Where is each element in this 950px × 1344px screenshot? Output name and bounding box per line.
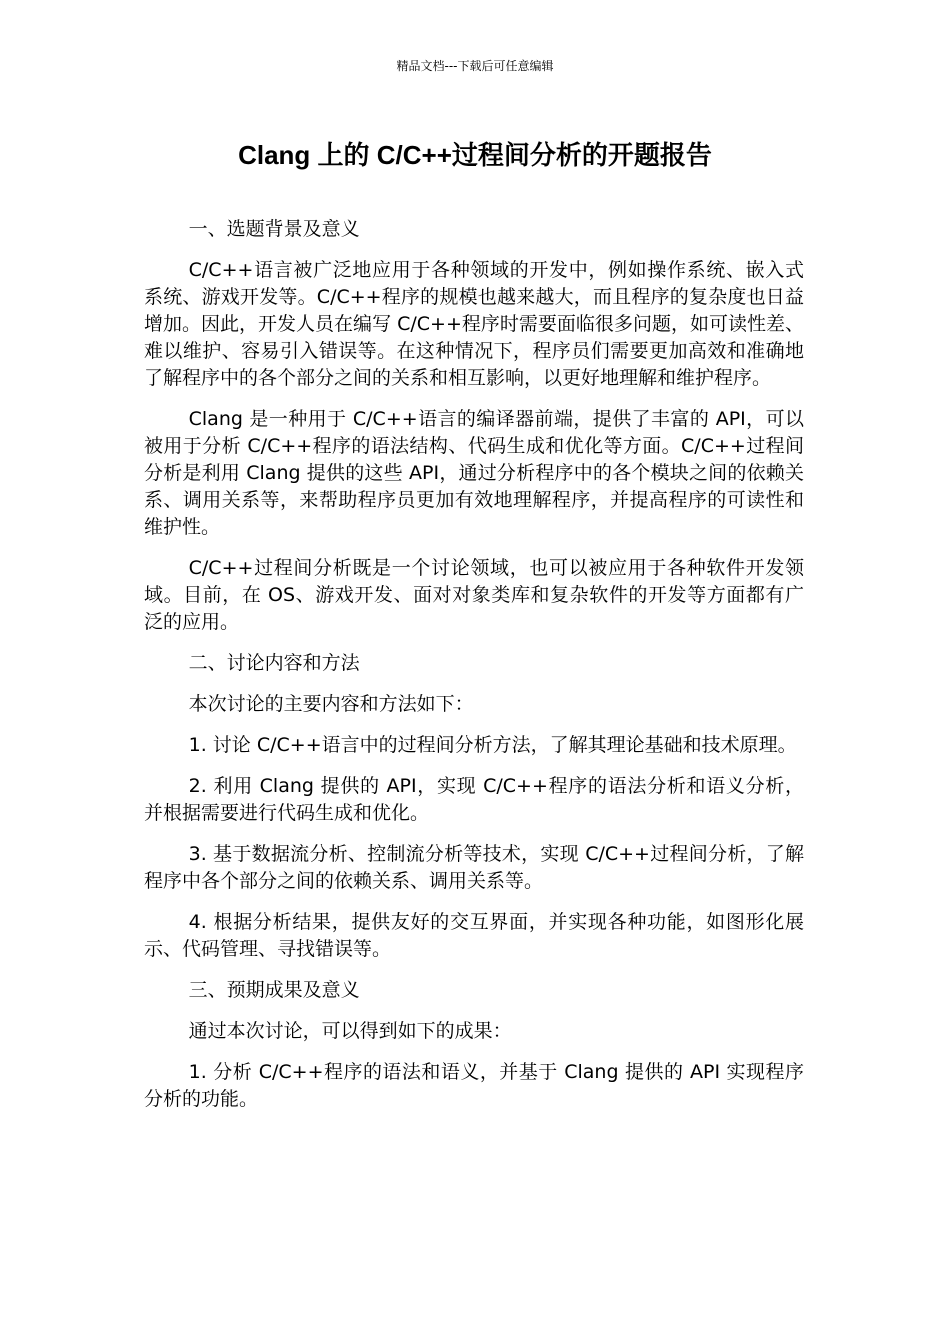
section-heading-background: 一、选题背景及意义 <box>188 218 360 240</box>
paragraph-background-2: Clang 是一种用于 C/C++语言的编译器前端，提供了丰富的 API，可以被用于分析 C/C++程序的语法结构、代码生成和优化等方面。C/C++过程间分析是利用 Clang 提供的这些 API，通过分析程序中的各个模块之间的依赖关系、调用关系等，来帮助程序员更加有效地理解程序，并提高程序的可读性和维护性。 <box>144 408 804 538</box>
page-header: 精品文档---下载后可任意编辑 <box>396 59 554 73</box>
section-heading-results: 三、预期成果及意义 <box>188 979 360 1001</box>
list-item-content-3: 3. 基于数据流分析、控制流分析等技术，实现 C/C++过程间分析，了解程序中各个部分之间的依赖关系、调用关系等。 <box>144 843 804 892</box>
list-item-results-1: 1. 分析 C/C++程序的语法和语义，并基于 Clang 提供的 API 实现程序分析的功能。 <box>144 1061 804 1110</box>
list-item-content-1: 1. 讨论 C/C++语言中的过程间分析方法，了解其理论基础和技术原理。 <box>188 734 797 756</box>
document-body <box>144 216 804 1127</box>
paragraph-content-intro: 本次讨论的主要内容和方法如下： <box>188 693 474 715</box>
list-item-content-4: 4. 根据分析结果，提供友好的交互界面，并实现各种功能，如图形化展示、代码管理、寻找错误等。 <box>144 911 804 960</box>
paragraph-results-intro: 通过本次讨论，可以得到如下的成果： <box>188 1020 512 1042</box>
document-title: Clang 上的 C/C++过程间分析的开题报告 <box>238 140 712 170</box>
paragraph-background-3: C/C++过程间分析既是一个讨论领域，也可以被应用于各种软件开发领域。目前，在 OS、游戏开发、面对对象类库和复杂软件的开发等方面都有广泛的应用。 <box>144 557 804 633</box>
paragraph-background-1: C/C++语言被广泛地应用于各种领域的开发中，例如操作系统、嵌入式系统、游戏开发等。C/C++程序的规模也越来越大，而且程序的复杂度也日益增加。因此，开发人员在编写 C/C++程序时需要面临很多问题，如可读性差、难以维护、容易引入错误等。在这种情况下，程序员们需要更加高效和准确地了解程序中的各个部分之间的关系和相互影响，以更好地理解和维护程序。 <box>144 259 804 389</box>
list-item-content-2: 2. 利用 Clang 提供的 API，实现 C/C++程序的语法分析和语义分析，并根据需要进行代码生成和优化。 <box>144 775 804 824</box>
section-heading-content: 二、讨论内容和方法 <box>188 652 360 674</box>
